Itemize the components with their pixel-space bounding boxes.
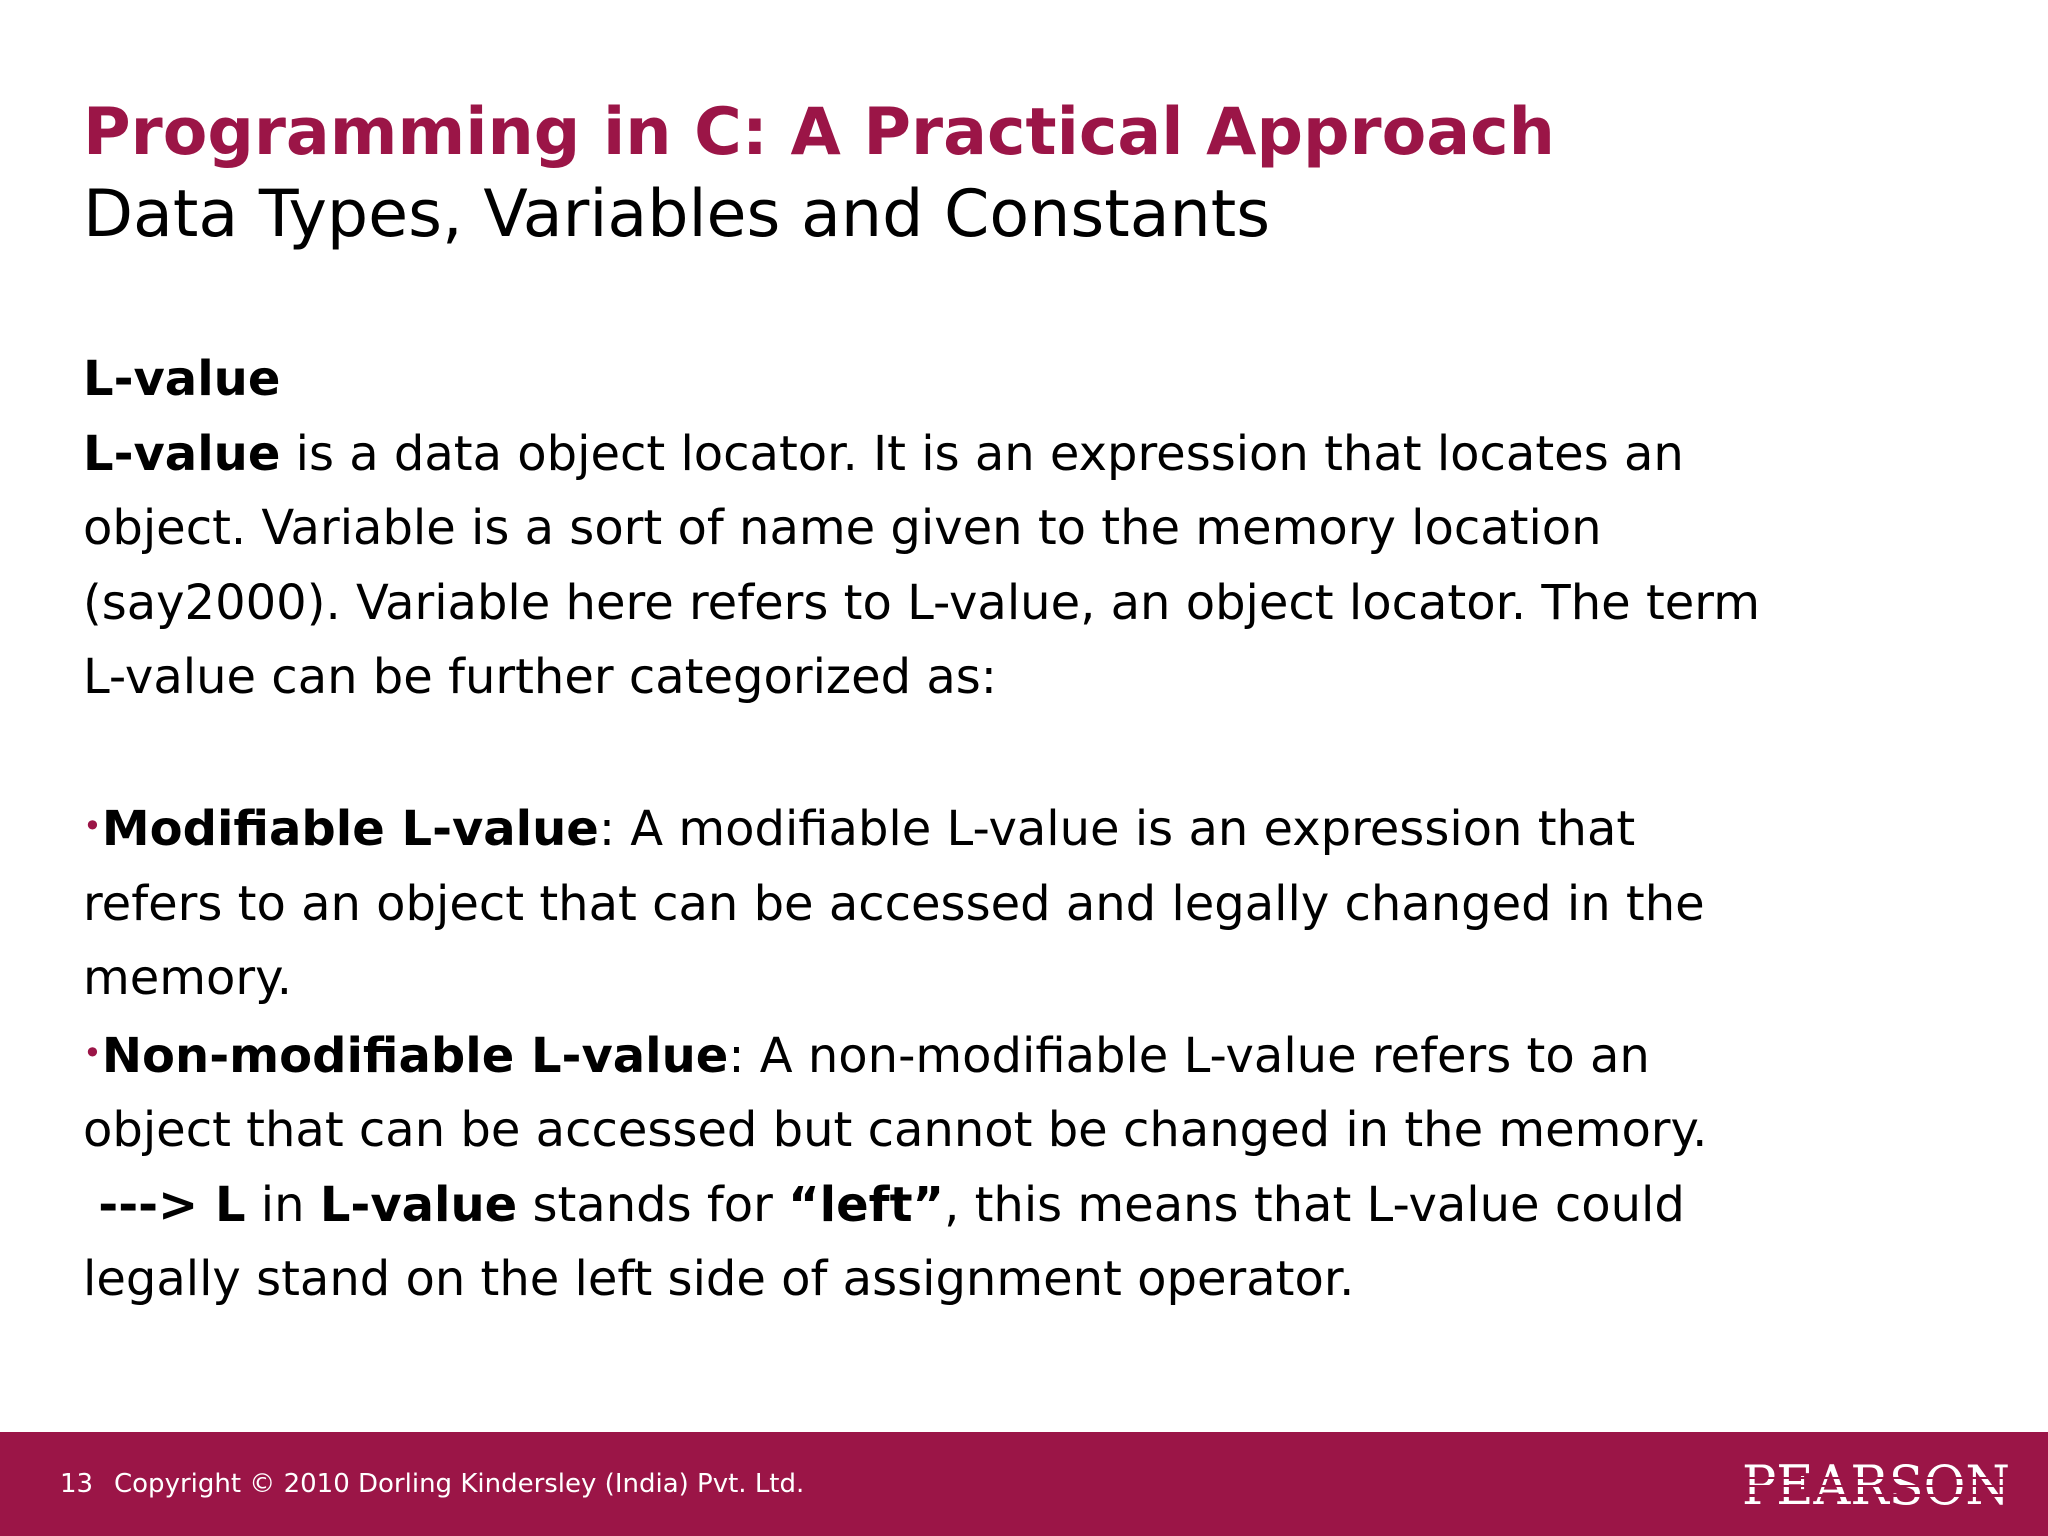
page-number: 13: [60, 1469, 94, 1499]
bullet-nonmodifiable-line-1: [83, 1016, 1983, 1094]
slide-subtitle: Data Types, Variables and Constants: [83, 177, 1271, 252]
note-left-word: “left”: [788, 1176, 945, 1233]
bullet-modifiable-line-3: memory.: [83, 950, 292, 1006]
definition-term: L-value: [83, 425, 281, 482]
bullet-marker: •: [83, 1033, 102, 1072]
definition-line-4: L-value can be further categorized as:: [83, 649, 997, 705]
note-term: L-value: [319, 1176, 518, 1233]
logo-stripe-2: [1742, 1485, 2012, 1487]
slide-title: Programming in C: A Practical Approach: [83, 95, 1555, 170]
bullet-nonmodifiable-term: Non-modifiable L-value: [101, 1027, 729, 1084]
slide-content: [83, 342, 1983, 1317]
bullet-nonmodifiable-text: : A non-modifiable L-value refers to an: [728, 1027, 1650, 1084]
note-in: in: [245, 1176, 320, 1233]
section-heading: [83, 342, 1983, 417]
definition-line-3: (say2000). Variable here refers to L-value, an object locator. The term: [83, 574, 1760, 631]
note-stands: stands for: [517, 1176, 789, 1233]
definition-line-1: [83, 417, 1983, 492]
bullet-modifiable-line-2: refers to an object that can be accessed and legally changed in the: [83, 875, 1705, 932]
section-heading-text: L-value: [83, 351, 281, 407]
bullet-modifiable-text: : A modifiable L-value is an expression that: [598, 801, 1636, 857]
bullet-marker: •: [83, 807, 102, 845]
spacer: [83, 715, 1983, 790]
bullet-modifiable-line-1: [83, 789, 1983, 867]
copyright-text: Copyright © 2010 Dorling Kindersley (India) Pvt. Ltd.: [114, 1469, 805, 1499]
definition-line-2: object. Variable is a sort of name given to the memory location: [83, 500, 1602, 556]
note-line-1-text: , this means that L-value could: [944, 1176, 1685, 1233]
logo-stripe-1: [1742, 1494, 2012, 1497]
logo-stripe-3: [1742, 1477, 2012, 1479]
pearson-logo: [1742, 1452, 2012, 1516]
note-arrow: ---> L: [98, 1176, 246, 1233]
bullet-nonmodifiable-line-2: object that can be accessed but cannot be changed in the memory.: [83, 1102, 1708, 1158]
bullet-modifiable-term: Modifiable L-value: [101, 801, 599, 857]
footer-bar: [0, 1432, 2048, 1536]
definition-line-1-text: is a data object locator. It is an expression that locates an: [280, 425, 1684, 482]
note-line-2: legally stand on the left side of assignment operator.: [83, 1251, 1355, 1307]
note-line-1: [83, 1168, 1983, 1243]
